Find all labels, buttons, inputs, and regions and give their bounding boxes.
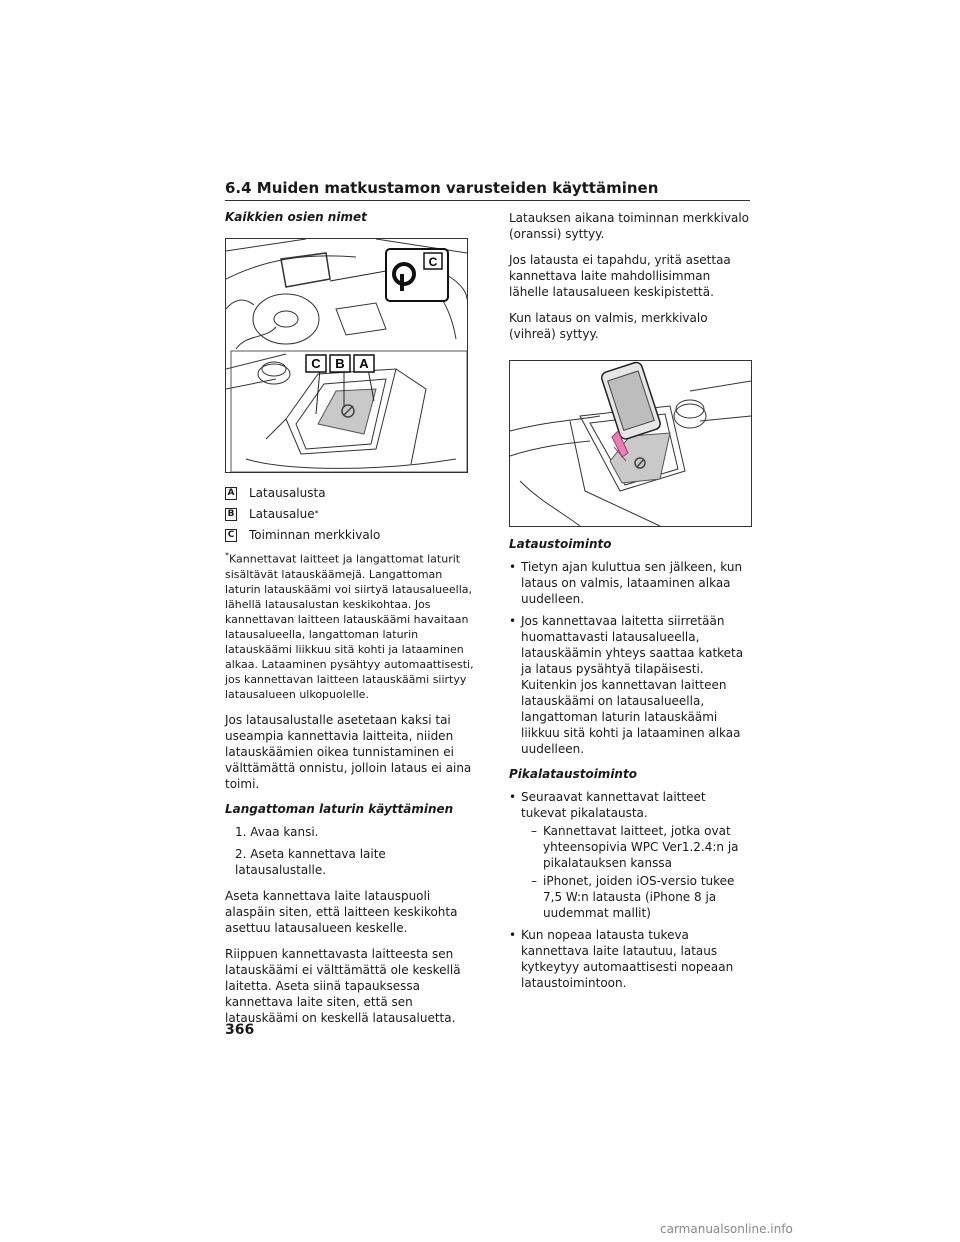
- legend-item-c: [225, 527, 475, 543]
- legend-text: Latausalusta: [249, 486, 326, 500]
- label-b: B: [335, 356, 345, 371]
- page-number: 366: [225, 1022, 255, 1038]
- page-header: [225, 179, 750, 201]
- charging-bullets: [509, 559, 750, 757]
- legend-item-b: [225, 506, 475, 522]
- footnote-marker: *: [225, 551, 229, 560]
- console-illustration: [225, 238, 468, 473]
- phone-drawing: [510, 361, 751, 526]
- footnote-marker: *: [314, 509, 319, 518]
- step-item: 2. Aseta kannettava laite latausalustalle.: [235, 846, 386, 877]
- legend-text: Toiminnan merkkivalo: [249, 528, 381, 542]
- bullet-text: Seuraavat kannettavat laitteet tukevat pikalatausta.: [521, 790, 706, 820]
- bullet-item: [509, 789, 750, 921]
- footnote: [225, 548, 475, 702]
- bullet-item: • Kun nopeaa latausta tukeva kannettava laite latautuu, lataus kytkeytyy automaattisesti nopeaan lataustoimintoon.: [509, 927, 750, 991]
- sub-item: – iPhonet, joiden iOS-versio tukee 7,5 W:n latausta (iPhone 8 ja uudemmat mallit): [531, 873, 750, 921]
- paragraph: Riippuen kannettavasta laitteesta sen latauskäämi ei välttämättä ole keskellä laitetta. Aseta siinä tapauksessa kannettava laite siten, että sen latauskäämi on keskellä latausaluetta.: [225, 946, 461, 1025]
- header-rule: [225, 200, 750, 201]
- fast-charging-bullets: [509, 789, 750, 991]
- legend-badge: A: [225, 487, 237, 500]
- right-column: [509, 210, 750, 1001]
- paragraph: Kun lataus on valmis, merkkivalo (vihreä) syttyy.: [509, 311, 708, 341]
- label-c-inset: C: [428, 255, 438, 269]
- bullet-item: • Jos kannettavaa laitetta siirretään huomattavasti latausalueella, latauskäämin yhteys saattaa katketa ja lataus pysähtyä tilapäisesti. Kuitenkin jos kannettavan laitteen latauskäämi on latausalueella, langattoman laturin latauskäämi liikkuu sitä kohti ja lataaminen alkaa uudelleen.: [509, 613, 750, 757]
- section-title-charging: Lataustoiminto: [509, 537, 612, 551]
- legend-item-a: [225, 485, 475, 501]
- section-title-usage: Langattoman laturin käyttäminen: [225, 801, 454, 816]
- label-c: C: [311, 356, 321, 371]
- footer-watermark: carmanualsonline.info: [660, 1222, 793, 1236]
- step-item: 1. Avaa kansi.: [235, 824, 319, 839]
- phone-on-pad-illustration: [509, 360, 752, 527]
- paragraph: Latauksen aikana toiminnan merkkivalo (oranssi) syttyy.: [509, 211, 750, 241]
- legend-badge: C: [225, 529, 237, 542]
- section-title-parts: Kaikkien osien nimet: [225, 210, 367, 224]
- sub-item: – Kannettavat laitteet, jotka ovat yhteensopivia WPC Ver1.2.4:n ja pikalatauksen kanssa: [531, 823, 750, 871]
- section-title-fast-charging: Pikalataustoiminto: [509, 767, 637, 781]
- paragraph: Jos latausta ei tapahdu, yritä asettaa kannettava laite mahdollisimman lähelle latausalueen keskipistettä.: [509, 253, 731, 299]
- legend-text: Latausalue: [249, 507, 315, 521]
- paragraph: Jos latausalustalle asetetaan kaksi tai useampia kannettavia laitteita, niiden latauskäämien oikea tunnistaminen ei välttämättä onnistu, jolloin lataus ei aina toimi.: [225, 712, 472, 791]
- footnote-text: Kannettavat laitteet ja langattomat laturit sisältävät latauskäämejä. Langattoman laturin latauskäämi voi siirtyä latausalueella, lähellä latausalustan keskikohtaa. Jos kannettavan laitteen latauskäämi havaitaan latausalueella, langattoman laturin latauskäämi liikkuu sitä kohti ja lataaminen alkaa. Lataaminen pysähtyy automaattisesti, jos kannettavan laitteen latauskäämi siirtyy latausalueen ulkopuolelle.: [225, 552, 474, 701]
- legend-badge: B: [225, 508, 237, 521]
- bullet-item: • Tietyn ajan kuluttua sen jälkeen, kun lataus on valmis, lataaminen alkaa uudelleen.: [509, 559, 750, 607]
- console-drawing: [226, 239, 467, 472]
- label-a: A: [359, 356, 369, 371]
- paragraph: Aseta kannettava laite latauspuoli alaspäin siten, että laitteen keskikohta asettuu latausalueen keskelle.: [225, 888, 458, 935]
- steps-list: [235, 824, 475, 878]
- left-column: [225, 210, 475, 1036]
- chapter-title: 6.4 Muiden matkustamon varusteiden käyttäminen: [225, 179, 659, 197]
- sub-list: [531, 823, 750, 921]
